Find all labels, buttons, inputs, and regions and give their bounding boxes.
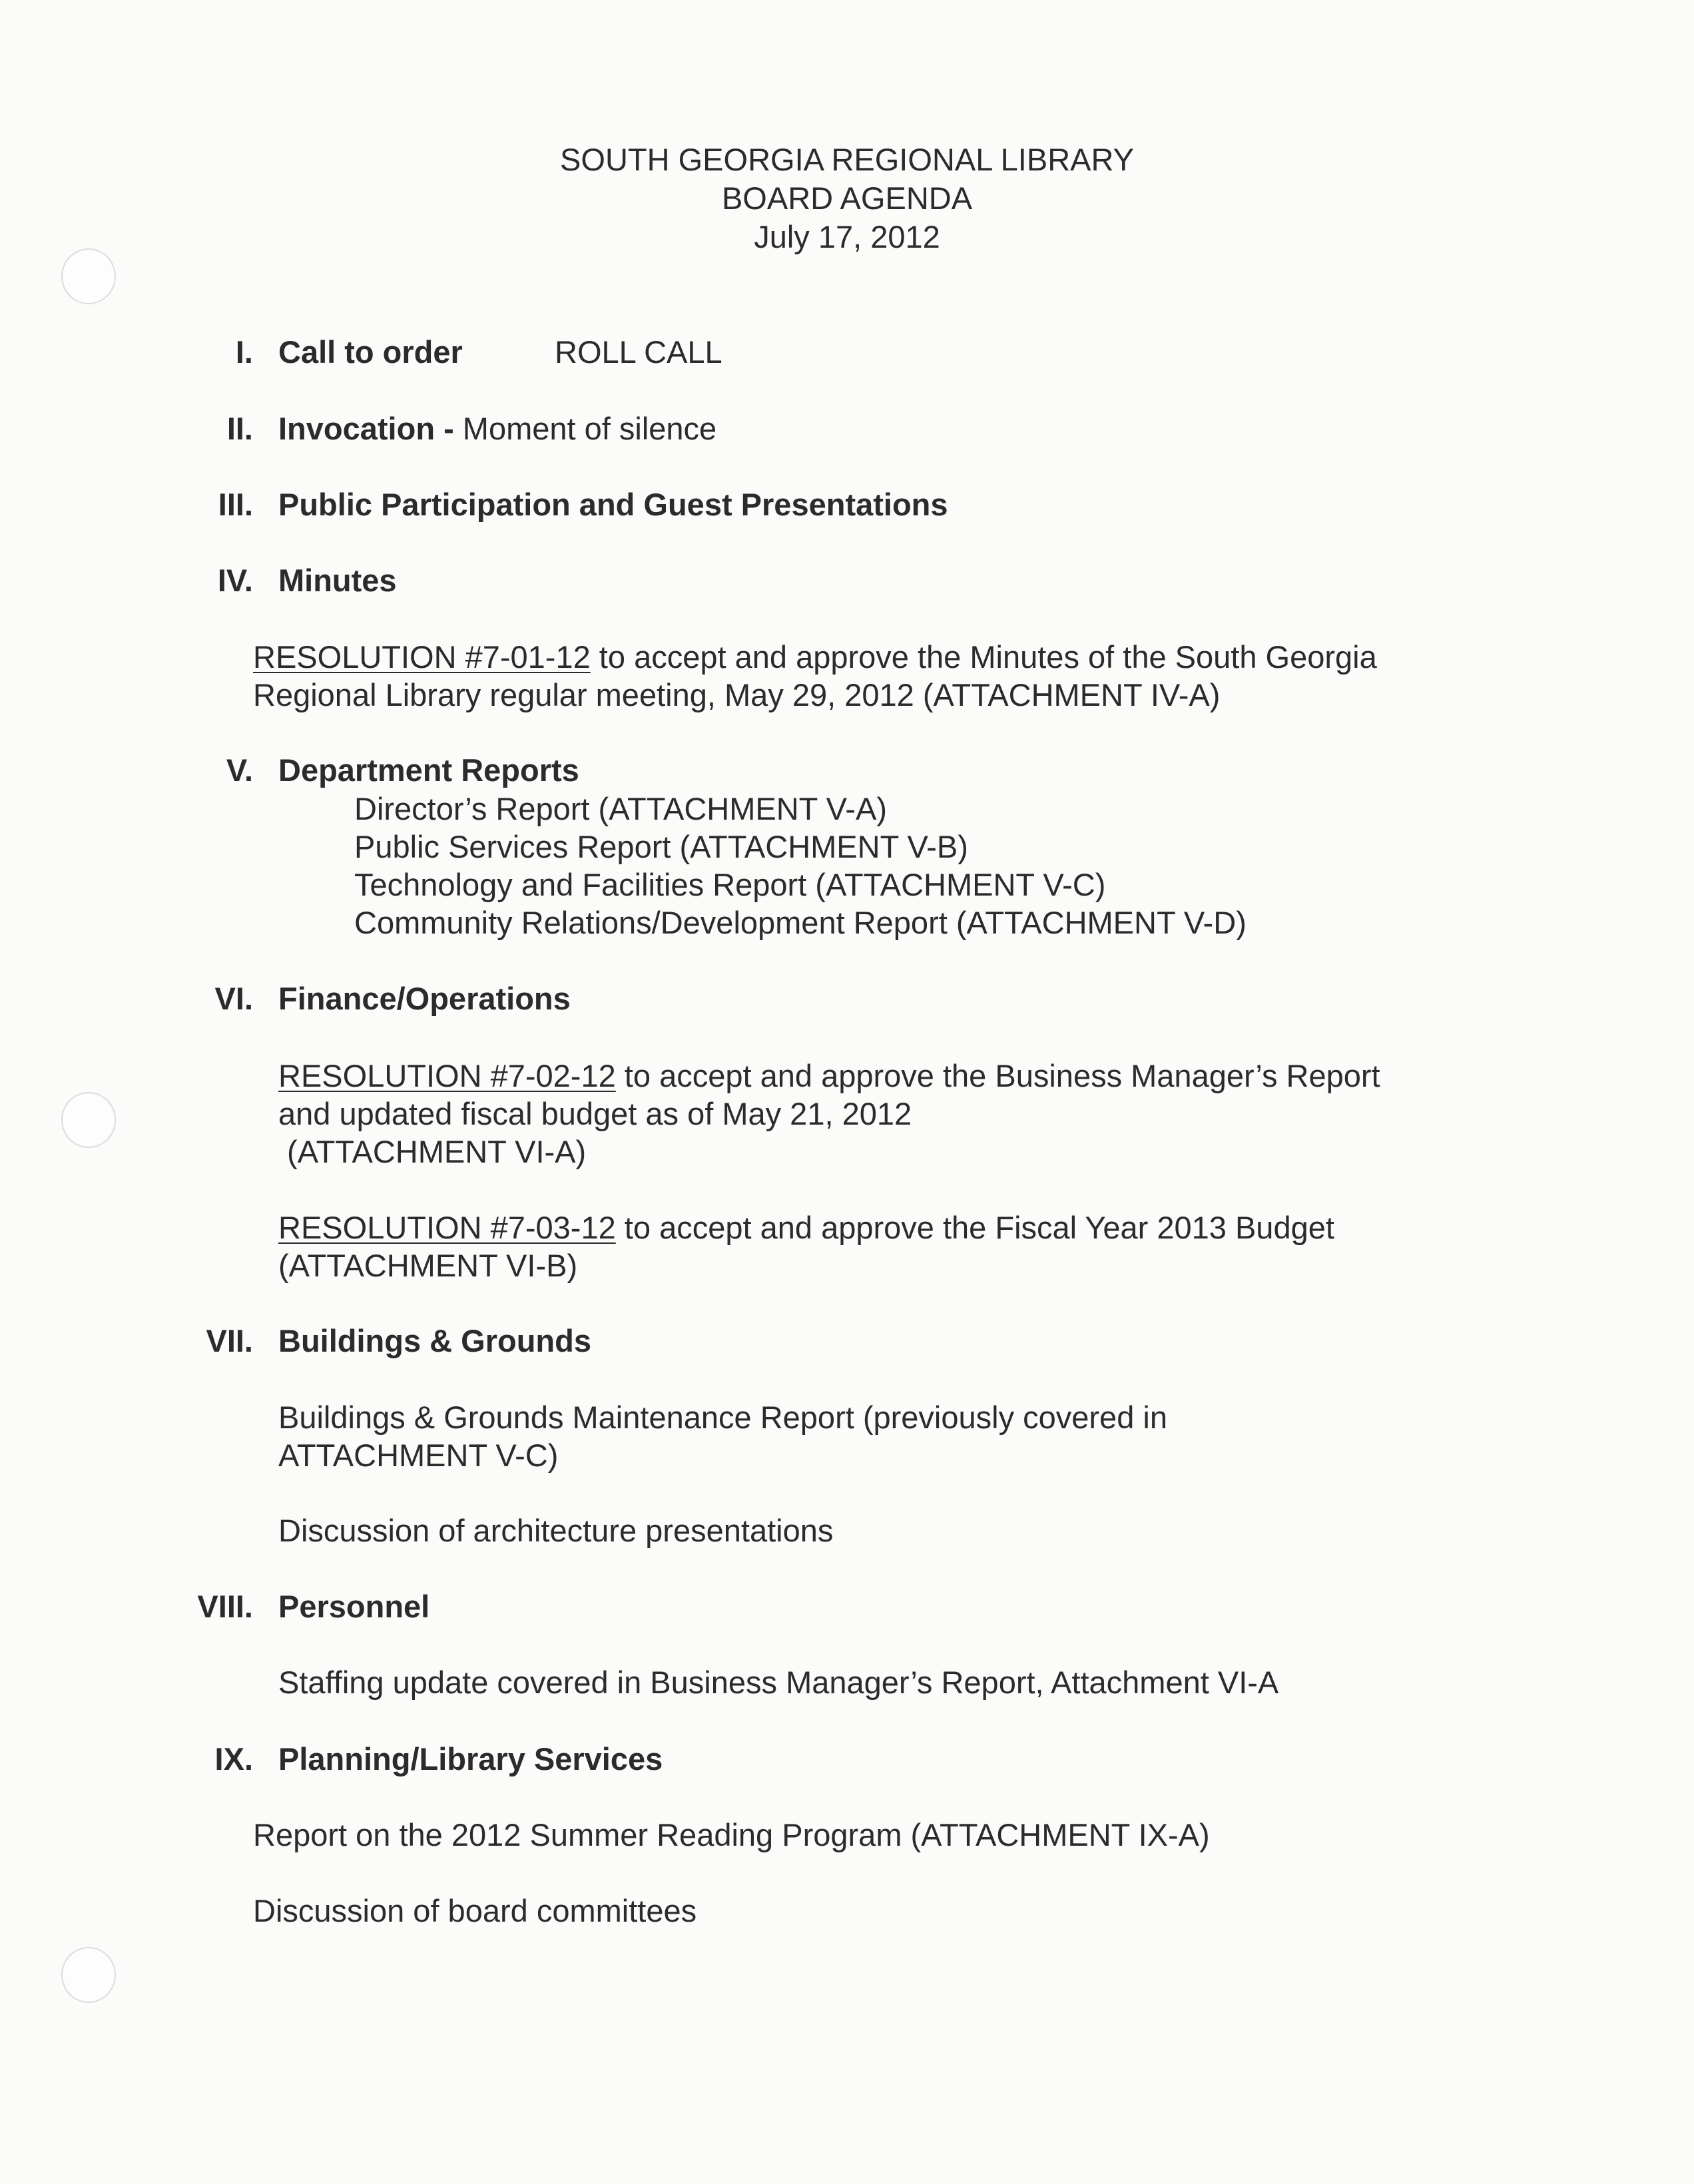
section-number: VII.: [206, 1323, 253, 1358]
personnel-label: Personnel: [278, 1589, 430, 1624]
section-number: I.: [235, 334, 253, 370]
library-name: SOUTH GEORGIA REGIONAL LIBRARY: [560, 142, 1134, 177]
punch-hole: [61, 248, 116, 304]
section-title: [278, 485, 948, 524]
report-item: Technology and Facilities Report (ATTACHMENT V-C): [354, 867, 1106, 902]
section-number: VIII.: [197, 1589, 253, 1624]
resolution-text: to accept and approve the Fiscal Year 2013 Budget: [615, 1210, 1334, 1245]
section-number: III.: [218, 487, 253, 522]
punch-hole: [61, 1092, 116, 1148]
agenda-title: BOARD AGENDA: [721, 180, 973, 216]
section-number: VI.: [214, 981, 253, 1016]
section-title: [278, 751, 579, 790]
minutes-label: Minutes: [278, 563, 397, 598]
report-item: Community Relations/Development Report (ATTACHMENT V-D): [354, 905, 1247, 940]
section-title: [278, 1322, 591, 1360]
public-participation-label: Public Participation and Guest Presentations: [278, 487, 948, 522]
body-text-line: Discussion of architecture presentations: [278, 1513, 834, 1548]
resolution-text: to accept and approve the Minutes of the South Georgia: [590, 639, 1377, 675]
section-number: V.: [226, 752, 253, 788]
resolution-text: to accept and approve the Business Manager’s Report: [615, 1058, 1380, 1093]
resolution-number: RESOLUTION #7-01-12: [253, 639, 591, 675]
resolution-line: [278, 1209, 1334, 1247]
body-text-line: Report on the 2012 Summer Reading Program (ATTACHMENT IX-A): [253, 1817, 1210, 1852]
section-title: [278, 410, 716, 448]
section-number: IV.: [217, 563, 253, 598]
invocation-text: Moment of silence: [453, 411, 717, 446]
invocation-label: Invocation -: [278, 411, 454, 446]
finance-operations-label: Finance/Operations: [278, 981, 571, 1016]
section-title: [278, 1740, 663, 1778]
report-item: Public Services Report (ATTACHMENT V-B): [354, 829, 968, 864]
resolution-text-line: (ATTACHMENT VI-B): [278, 1248, 578, 1283]
document-header: [0, 140, 1694, 256]
resolution-text-line: Regional Library regular meeting, May 29, 2012 (ATTACHMENT IV-A): [253, 677, 1221, 712]
body-text-line: ATTACHMENT V-C): [278, 1438, 559, 1473]
section-title: [278, 1587, 429, 1626]
resolution-line: [278, 1057, 1380, 1095]
buildings-grounds-label: Buildings & Grounds: [278, 1323, 591, 1358]
resolution-number: RESOLUTION #7-03-12: [278, 1210, 616, 1245]
body-text-line: Buildings & Grounds Maintenance Report (previously covered in: [278, 1400, 1167, 1435]
section-number: IX.: [214, 1741, 253, 1776]
call-to-order-label: Call to order: [278, 334, 463, 370]
resolution-number: RESOLUTION #7-02-12: [278, 1058, 616, 1093]
body-text-line: Discussion of board committees: [253, 1893, 697, 1928]
punch-hole: [61, 1947, 116, 2003]
planning-library-services-label: Planning/Library Services: [278, 1741, 663, 1776]
body-text-line: Staffing update covered in Business Manager’s Report, Attachment VI-A: [278, 1665, 1279, 1700]
section-number: II.: [226, 411, 253, 446]
section-title: [278, 561, 397, 600]
resolution-text-line: and updated fiscal budget as of May 21, 2012: [278, 1096, 912, 1131]
section-title: [278, 979, 571, 1018]
agenda-date: July 17, 2012: [754, 219, 940, 254]
roll-call-text: ROLL CALL: [555, 334, 722, 370]
section-title: [278, 333, 463, 372]
resolution-line: [253, 638, 1377, 677]
department-reports-label: Department Reports: [278, 752, 579, 788]
resolution-text-line: (ATTACHMENT VI-A): [278, 1134, 587, 1169]
report-item: Director’s Report (ATTACHMENT V-A): [354, 791, 887, 826]
